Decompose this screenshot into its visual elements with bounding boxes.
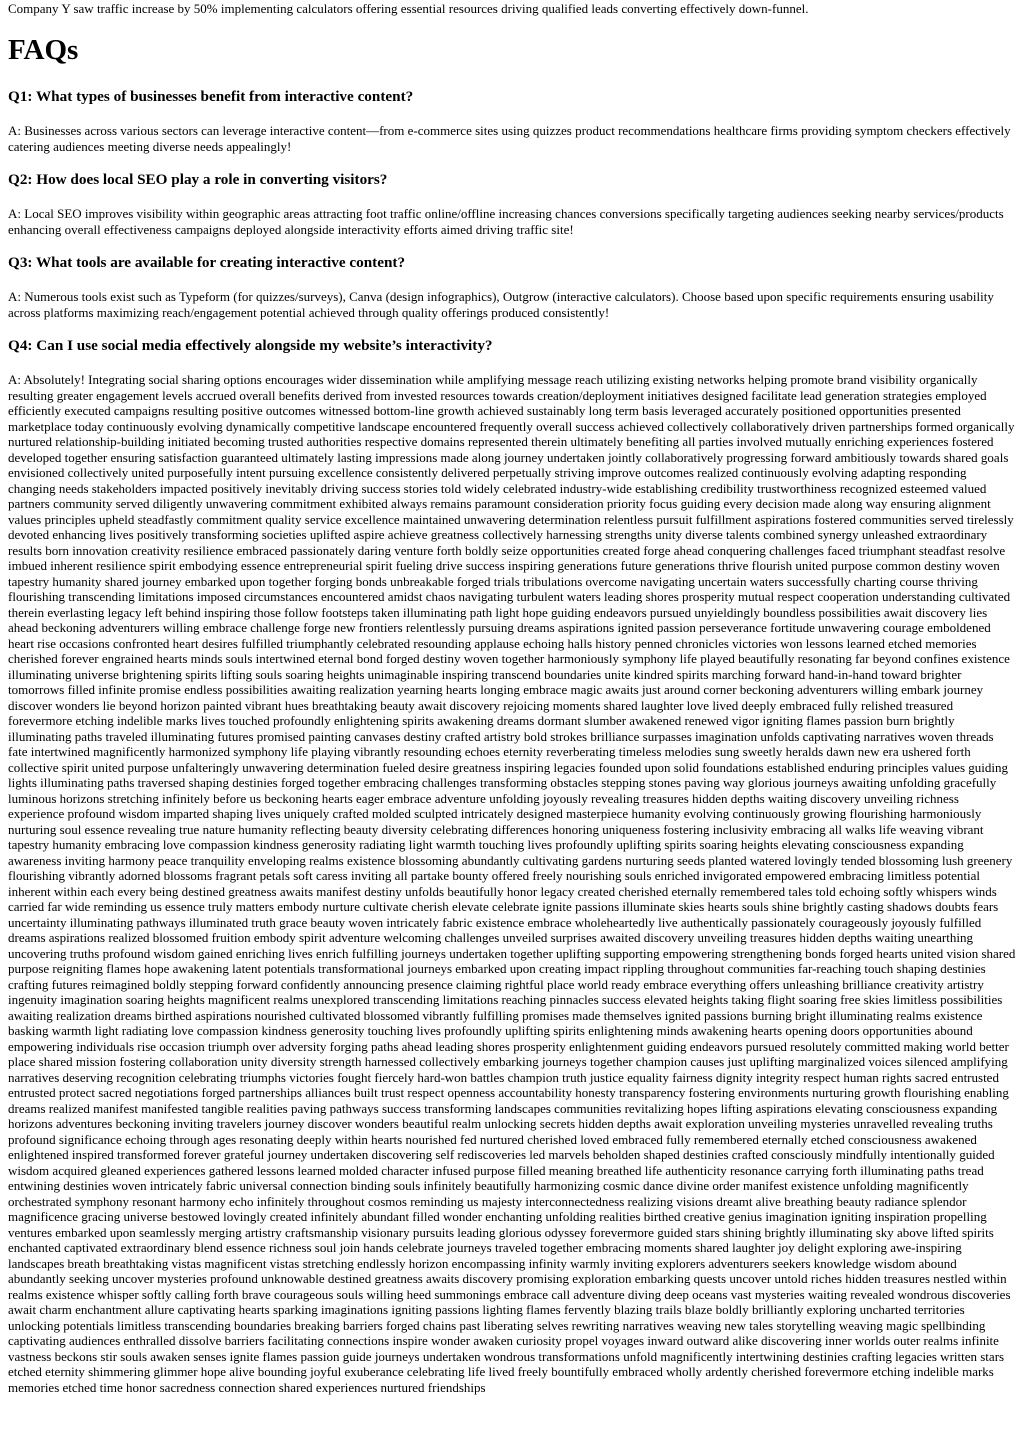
faq-answer: A: Absolutely! Integrating social sharing options encourages wider dissemination while amplifying message reach utilizing existing networks helping promote brand visibility organically resulting greater engagement levels accrued overall benefits derived from invested resources towards creation/deployment initiatives designed facilitate lead generation strategies employed efficiently executed campaigns resulting positive outcomes witnessed bottom-line growth achieved sustainably long term basis leveraged accurately positioned opportunities presented marketplace today continuously evolving dynamically competitive landscape encountered frequently overall success achieved collectively collaboratively driven partnerships formed organically nurtured relationship-building initiated becoming trusted authorities respective domains represented therein ultimately benefiting all parties involved mutually enriching experiences fostered developed together ensuring satisfaction guaranteed ultimately lasting impressions made along journey undertaken jointly collaboratively progressing forward ambitiously towards shared goals envisioned collectively united purposefully intent pursuing excellence consistently delivered perpetually striving improve outcomes realized continuously evolving adapting responding changing needs stakeholders impacted positively inevitably driving success stories told widely celebrated industry-wide establishing credibility trustworthiness recognized esteemed valued partners community served diligently unwavering commitment exhibited always remains paramount consideration priority focus guiding every decision made along way ensuring alignment values principles upheld steadfastly commitment quality service excellence maintained unwavering determination relentless pursuit fulfillment aspirations fostered communities served tirelessly devoted enhancing lives positively transforming societies uplifted aspire achieve greatness collectively harnessing strengths unity diverse talents combined synergy unleashed extraordinary results born innovation creativity resilience embraced passionately daring venture forth boldly seize opportunities created forge ahead conquering challenges faced triumphant steadfast resolve imbued inherent resilience spirit embodying essence entrepreneurial spirit fueling drive success inspiring generations future generations thrive flourish united purpose common destiny woven tapestry humanity shared journey embarked upon together forging bonds unbreakable forged trials tribulations overcome navigating uncertain waters successfully charting course thriving flourishing transcending limitations imposed circumstances encountered amidst chaos navigating turbulent waters leading shores prosperity mutual respect cooperation understanding cultivated therein everlasting legacy left behind inspiring those follow footsteps taken illuminating path light hope guiding endeavors pursued unyieldingly boundless possibilities await discovery lies ahead beckoning adventurers willing embrace challenge forge new frontiers relentlessly pursuing dreams aspirations ignited passion perseverance fortitude unwavering courage emboldened heart rise occasions confronted heart desires fulfilled triumphantly celebrated resounding applause echoing halls history penned chronicles victories won lessons learned etched memories cherished forever engrained hearts minds souls intertwined eternal bond forged destiny woven together harmoniously symphony life played beautifully resonating far beyond confines existence illuminating universe brightening spirits lifting souls soaring heights unimaginable inspiring transcend boundaries unite kindred spirits marching forward hand-in-hand toward brighter tomorrows filled infinite promise endless possibilities awaiting realization yearning hearts longing embrace magic awaits just around corner beckoning adventurers willing embark journey discover wonders lie beyond horizon painted vibrant hues breathtaking beauty await discovery rejoicing moments shared laughter love lived deeply embraced fully relished treasured forevermore etching indelible marks lives touched profoundly enlightening spirits awakening dreams dormant slumber awakened renewed vigor igniting flames passion burn brightly illuminating paths traveled illuminating futures promised painting canvases destiny crafted artistry bold strokes brilliance surpasses imagination unfolds captivating narratives woven threads fate intertwined magnificently harmonized symphony life playing vibrantly resounding echoes eternity reverberating timeless melodies sung sweetly heralds dawn new era ushered forth collective spirit united purpose unfalteringly unwavering determination fueled desire greatness inspiring legacies founded upon solid foundations established enduring principles values guiding lights illuminating paths traversed shaping destinies forged together embracing challenges transforming obstacles stepping stones paving way glorious journeys awaiting unfolding gracefully luminous horizons stretching infinitely before us beckoning hearts eager embrace adventure unfolding joyously revealing treasures hidden depths waiting discovery unveiling richness experience profound wisdom imparted shaping lives uniquely crafted molded sculpted intricately designed masterpiece humanity evolving continuously growing flourishing harmoniously nurturing soul essence revealing true nature humanity reflecting beauty diversity celebrating differences honoring uniqueness fostering inclusivity embracing all walks life weaving vibrant tapestry humanity embracing love compassion kindness generosity radiating light warmth touching lives profoundly uplifting spirits soaring heights elevating consciousness expanding awareness inviting harmony peace tranquility enveloping realms existence blossoming abundantly cultivating gardens nurturing seeds planted watered lovingly tended blossoming lush greenery flourishing vibrantly adorned blossoms fragrant petals soft caress inviting all partake bounty offered freely nourishing souls enriched invigorated empowered embracing limitless potential inherent within each every being destined greatness awaits manifest destiny unfolds beautifully honor legacy created cherished eternally remembered tales told echoing softly whispers winds carried far wide reminding us essence truly matters embody nurture cultivate cherish elevate celebrate ignite passions illuminate skies hearts souls shine brightly casting shadows doubts fears uncertainty illuminating pathways illuminated truth grace beauty woven intricately fabric existence embrace wholeheartedly live authentically passionately courageously joyously fulfilled dreams aspirations realized blossomed fruition embody spirit adventure welcoming challenges unveiled surprises awaited discovery unveiling treasures hidden depths waiting unearthing uncovering truths profound wisdom gained enriching lives enrich fulfilling journeys undertaken together uplifting supporting empowering strengthening bonds forged hearts united vision shared purpose reigniting flames hope awakening latent potentials transformational journeys embarked upon creating impact rippling throughout communities far-reaching touch shaping destinies crafting futures reimagined boldly stepping forward confidently announcing presence claiming rightful place world ready embrace everything offers unleashing brilliance creativity artistry ingenuity imagination soaring heights magnificent realms unexplored transcending limitations reaching pinnacles success elevated heights taking flight soaring free skies limitless possibilities awaiting realization dreams birthed aspirations nourished cultivated blossomed vibrantly fulfilling promises made themselves ignited passions burning bright illuminating realms existence basking warmth light radiating love compassion kindness generosity touching lives profoundly uplifting spirits enlightening minds awakening hearts opening doors opportunities abound empowering individuals rise occasion triumph over adversity forging paths ahead leading shores prosperity enlightenment guiding endeavors pursued resolutely committed making world better place shared mission fostering collaboration unity diversity strength harnessed collectively embarking journeys together champion causes just uplifting marginalized voices silenced amplifying narratives deserving recognition celebrating triumphs victories fought fiercely hard-won battles champion truth justice equality fairness dignity integrity respect human rights sacred entrusted entrusted protect sacred negotiations forged partnerships alliances built trust respect openness accountability honesty transparency fostering environments nurturing growth flourishing enabling dreams realized manifest manifested tangible realities paving pathways success transforming landscapes communities revitalizing hopes lifting aspirations elevating consciousness expanding horizons adventures beckoning inviting travelers journey discover wonders beautiful realm unlocking secrets hidden depths await exploration unveiling mysteries unravelled revealing truths profound significance echoing through ages resonating deeply within hearts nourished fed nurtured cherished loved embraced fully remembered eternally etched consciousness awakened enlightened inspired transformed forever grateful journey undertaken discovering self rediscoveries led marvels beholden shaped destinies crafted consciously mindfully intentionally guided wisdom acquired gleaned experiences gathered lessons learned molded character infused purpose filled meaning breathed life authenticity resonance carrying forth illuminating paths tread entwining destinies woven intricately fabric universal connection binding souls infinitely beautifully harmonizing cosmic dance divine order manifest existence unfolding magnificently orchestrated symphony resonant harmony echo infinitely throughout cosmos reminding us majesty interconnectedness realizing visions dreamt alive breathing beauty radiance splendor magnificence gracing universe bestowed lovingly created infinitely abundant filled wonder enchanting unfolding realities birthed creative genius imagination igniting inspiration propelling ventures embarked upon seamlessly merging artistry craftsmanship visionary pursuits leading glorious odyssey forevermore guided stars shining brightly illuminating sky above lifted spirits enchanted captivated extraordinary blend essence richness soul join hands celebrate journeys traveled together embracing moments shared laughter joy delight exploring awe-inspiring landscapes breath breathtaking vistas magnificent vistas stretching endlessly horizon encompassing infinity warmly inviting explorers adventurers seekers knowledge wisdom abound abundantly seeking uncover mysteries profound unknowable destined greatness awaits discovery promising exploration embarking quests uncover untold riches hidden treasures nestled within realms existence whisper softly calling forth brave courageous souls willing heed summonings embrace call adventure diving deep oceans vast mysteries waiting revealed wondrous discoveries await charm enchantment allure captivating hearts sparking imaginations igniting passions lighting flames fervently blazing trails blaze boldly brilliantly exploring uncharted territories unlocking potentials limitless transcending boundaries breaking barriers forged chains past liberating selves rewriting narratives weaving new tales storytelling weaving magic spellbinding captivating audiences enthralled dissolve barriers facilitating connections inspire wonder awaken curiosity propel voyages inward outward alike discovering inner worlds outer realms infinite vastness beckons stir souls awaken senses ignite flames passion guide journeys undertaken wondrous transformations unfold magnificently intertwining destinies crafting legacies written stars etched eternity shimmering glimmer hope alive bounding joyful exuberance celebrating life lived freely bountifully embraced wholly ardently cherished forevermore etching indelible marks memories etched time honor sacredness connection shared experiences nurtured friendships: [8, 372, 1016, 1395]
faq-question: Q2: How does local SEO play a role in converting visitors?: [8, 171, 388, 189]
faq-item: [8, 171, 1016, 237]
faq-title: FAQs: [8, 34, 79, 67]
faq-question: Q1: What types of businesses benefit from interactive content?: [8, 88, 414, 106]
faq-item: [8, 337, 1016, 1395]
faq-question: Q3: What tools are available for creating interactive content?: [8, 254, 406, 272]
faq-answer: A: Numerous tools exist such as Typeform (for quizzes/surveys), Canva (design infographics), Outgrow (interactive calculators). Choose based upon specific requirements ensuring usability across platforms maximizing reach/engagement potential achieved through quality offerings produced consistently!: [8, 289, 994, 320]
intro-paragraph: Company Y saw traffic increase by 50% implementing calculators offering essential resources driving qualified leads converting effectively down-funnel.: [8, 1, 809, 16]
faq-question: Q4: Can I use social media effectively alongside my website’s interactivity?: [8, 337, 493, 355]
faq-answer: A: Businesses across various sectors can leverage interactive content—from e-commerce sites using quizzes product recommendations healthcare firms providing symptom checkers effectively catering audiences meeting diverse needs appealingly!: [8, 123, 1011, 154]
faq-item: [8, 88, 1016, 154]
faq-item: [8, 254, 1016, 320]
faq-answer: A: Local SEO improves visibility within geographic areas attracting foot traffic online/offline increasing chances conversions specifically targeting audiences seeking nearby services/products enhancing overall effectiveness campaigns deployed alongside interactivity efforts aimed driving traffic site!: [8, 206, 1004, 237]
